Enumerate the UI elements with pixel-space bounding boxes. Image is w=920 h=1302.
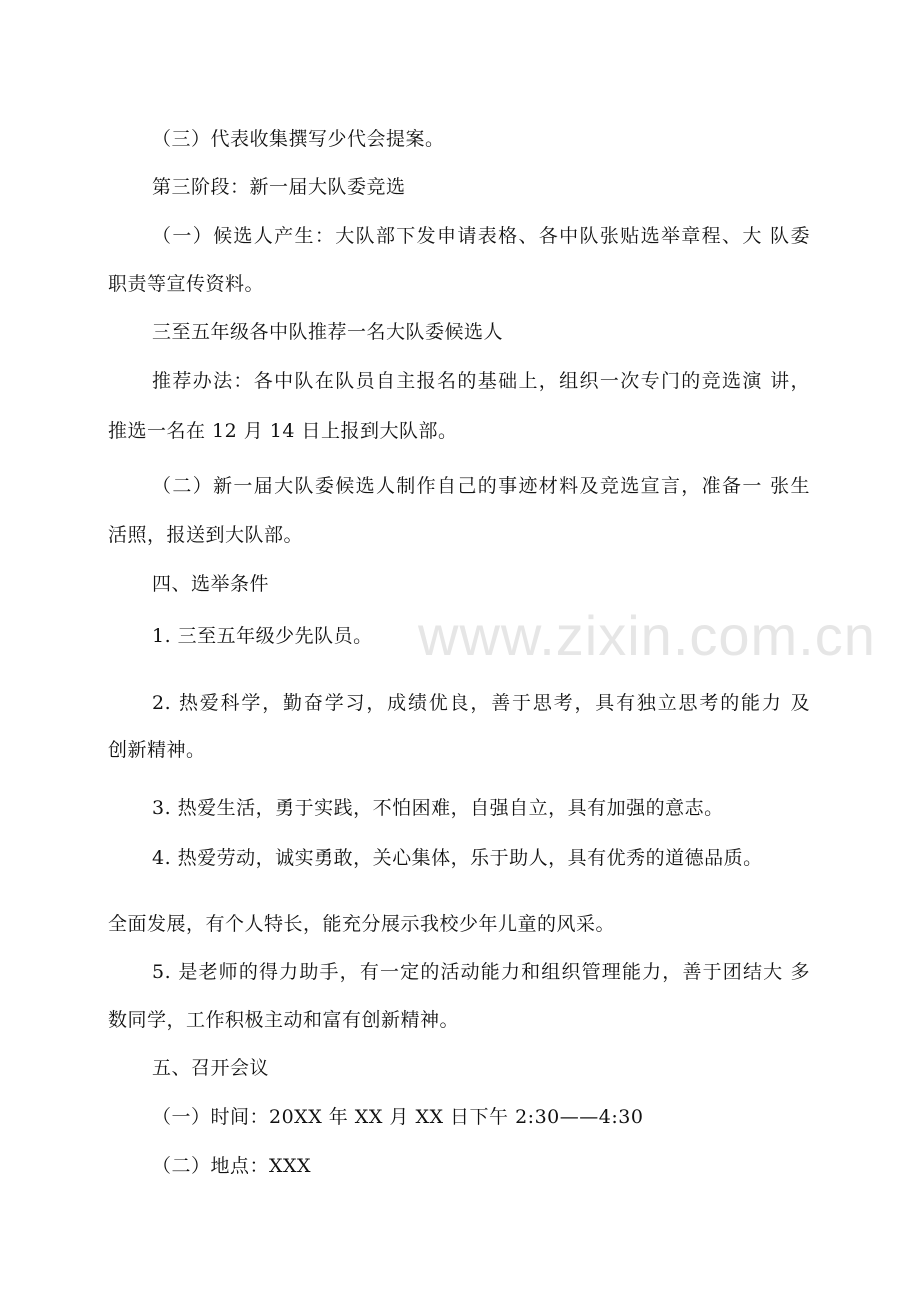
paragraph-line: 数同学，工作积极主动和富有创新精神。 [108,1009,460,1031]
paragraph-line: （一）时间：20XX 年 XX 月 XX 日下午 2:30——4:30 [152,1106,644,1128]
paragraph-line: 推荐办法：各中队在队员自主报名的基础上，组织一次专门的竞选演 讲， [152,370,810,392]
list-item: 4. 热爱劳动，诚实勇敢，关心集体，乐于助人，具有优秀的道德品质。 [152,847,763,869]
paragraph-line: （一）候选人产生：大队部下发申请表格、各中队张贴选举章程、大 队委 [152,225,810,247]
section-heading: 四、选举条件 [152,573,270,595]
watermark: www.zixin.com.cn [418,604,876,667]
section-heading: 第三阶段：新一届大队委竞选 [152,176,406,198]
paragraph-line: 三至五年级各中队推荐一名大队委候选人 [152,321,504,343]
paragraph-line: （二）新一届大队委候选人制作自己的事迹材料及竞选宣言，准备一 张生 [152,475,810,497]
paragraph-line: 创新精神。 [108,739,206,761]
paragraph-line: 职责等宣传资料。 [108,273,265,295]
paragraph-line: （三）代表收集撰写少代会提案。 [152,128,445,150]
paragraph-line: 全面发展，有个人特长，能充分展示我校少年儿童的风采。 [108,913,616,935]
section-heading: 五、召开会议 [152,1057,270,1079]
list-item: 1. 三至五年级少先队员。 [152,625,373,647]
list-item: 3. 热爱生活，勇于实践，不怕困难，自强自立，具有加强的意志。 [152,797,724,819]
list-item: 2. 热爱科学，勤奋学习，成绩优良，善于思考，具有独立思考的能力 及 [152,692,810,714]
paragraph-line: （二）地点：XXX [152,1155,312,1177]
list-item: 5. 是老师的得力助手，有一定的活动能力和组织管理能力，善于团结大 多 [152,961,810,983]
paragraph-line: 推选一名在 12 月 14 日上报到大队部。 [108,420,458,442]
paragraph-line: 活照，报送到大队部。 [108,524,304,546]
